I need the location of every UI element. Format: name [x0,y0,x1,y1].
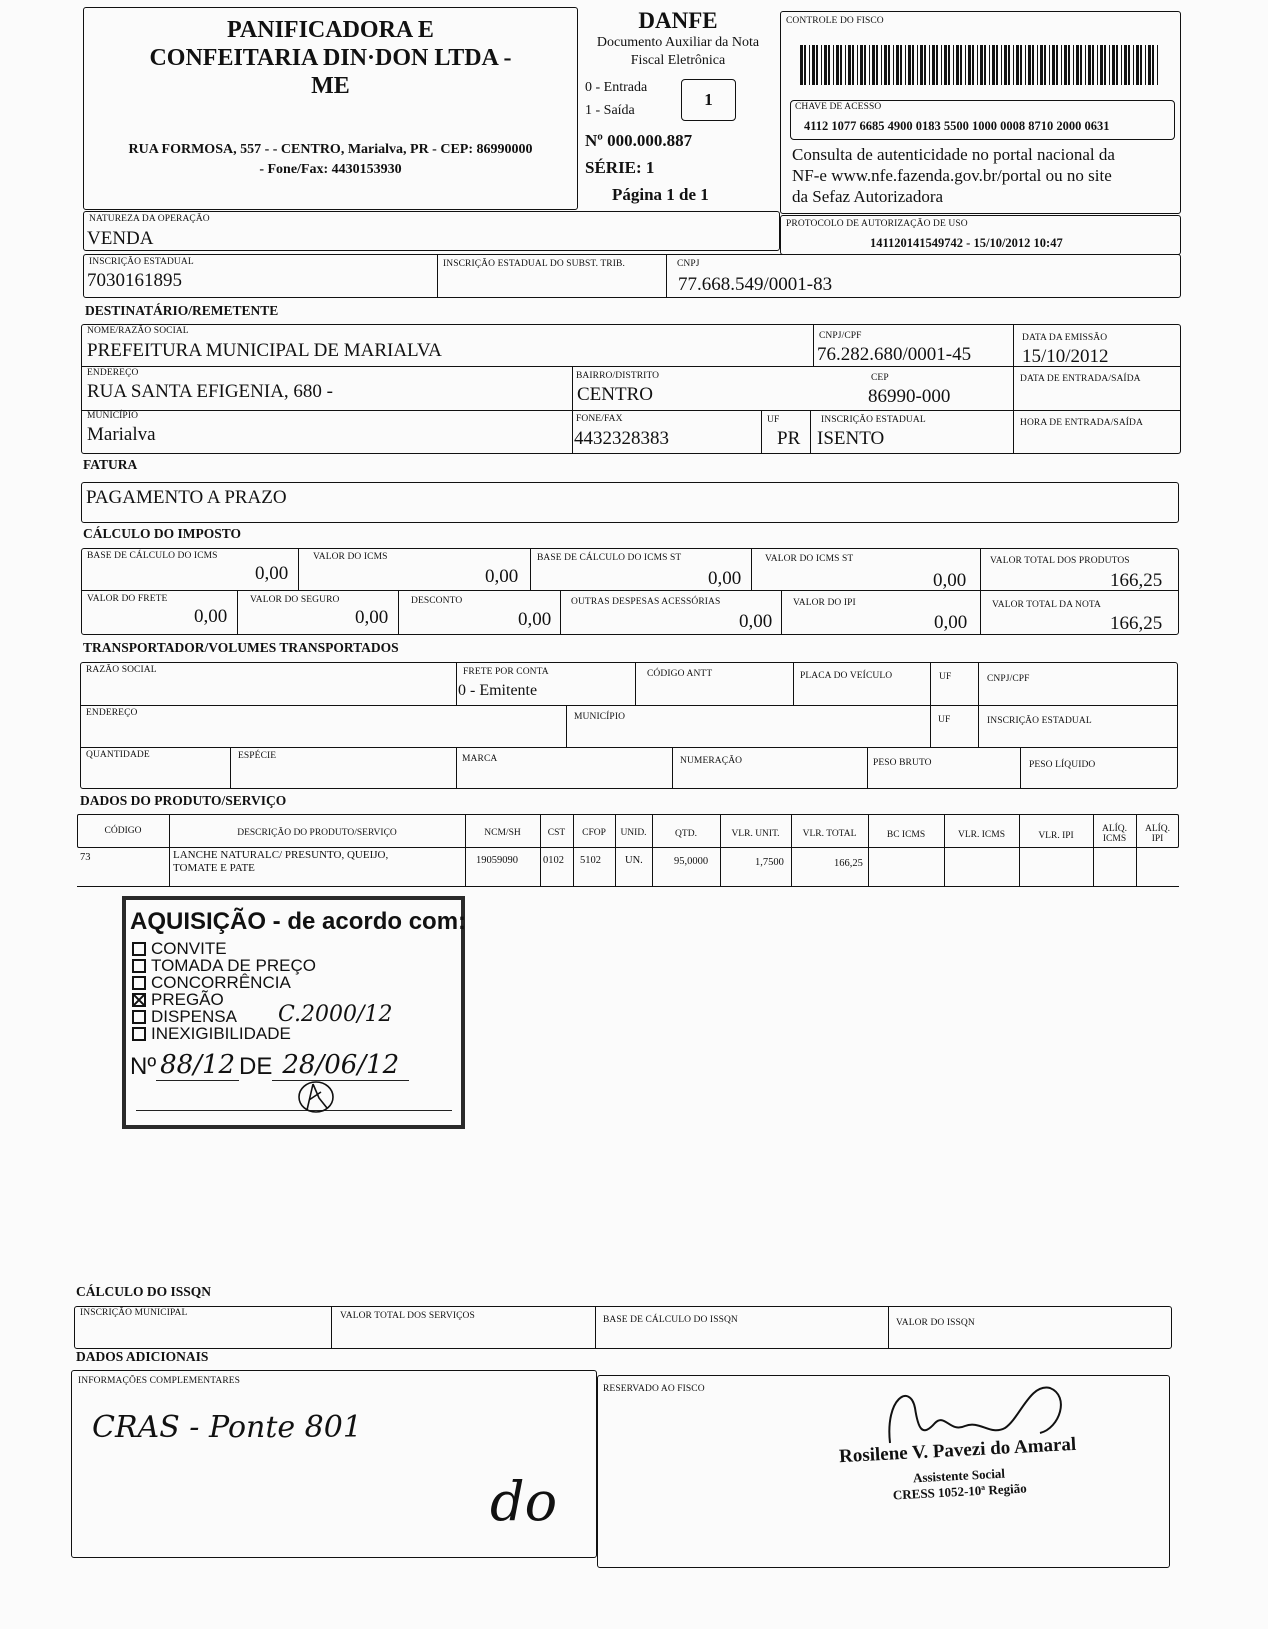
danfe-saida: 1 - Saída [585,103,635,118]
row-descricao [173,849,388,875]
emitente-name-line3: ME [311,73,350,99]
divider [888,1306,889,1349]
transporte-section-title: TRANSPORTADOR/VOLUMES TRANSPORTADOS [83,640,399,655]
protocolo-label: PROTOCOLO DE AUTORIZAÇÃO DE USO [786,219,968,229]
divider [456,662,457,705]
col-header-aliq-ipi-line2: IPI [1151,834,1164,844]
checkbox-icon [132,959,146,973]
issqn-box [74,1306,1172,1349]
col-header-codigo: CÓDIGO [104,826,142,836]
divider [540,814,541,886]
transp-razao-label: RAZÃO SOCIAL [86,665,157,675]
seguro-value: 0,00 [355,607,389,628]
consulta-line3: da Sefaz Autorizadora [792,187,944,206]
danfe-subtitle-line2: Fiscal Eletrônica [630,53,726,68]
divider [437,254,438,298]
outras-value: 0,00 [739,611,773,632]
aquisicao-option [132,957,316,974]
dest-fone-value: 4432328383 [574,428,669,449]
icms-st-value: 0,00 [933,570,967,591]
divider [1020,747,1021,789]
danfe-pagina: Página 1 de 1 [612,185,709,204]
divider [237,590,238,635]
chave-acesso: 4112 1077 6685 4900 0183 5500 1000 0008 8710 2000 0631 [804,119,1110,133]
emitente-address-line1: RUA FORMOSA, 557 - - CENTRO, Marialva, PR - CEP: 86990000 [128,142,533,157]
barcode [800,45,1160,85]
controle-fisco-label: CONTROLE DO FISCO [786,16,884,26]
divider [566,705,567,747]
col-header-unid: UNID. [620,828,647,838]
total-produtos-label: VALOR TOTAL DOS PRODUTOS [990,556,1130,566]
col-header-aliq-ipi-line1: ALÍQ. [1144,824,1171,834]
aquisicao-option-label: INEXIGIBILIDADE [151,1024,291,1043]
danfe-entrada: 0 - Entrada [585,80,648,95]
dest-cep-label: CEP [871,373,889,383]
assistente-social-stamp [839,1434,1079,1506]
divider [810,410,811,454]
desconto-label: DESCONTO [411,596,463,606]
transp-peso-liquido-label: PESO LÍQUIDO [1029,760,1096,770]
dest-emissao-value: 15/10/2012 [1022,346,1109,367]
emitente-name-line1: PANIFICADORA E [227,17,434,43]
danfe-numero: Nº 000.000.887 [585,131,693,150]
aquisicao-option [132,974,316,991]
dest-nome-label: NOME/RAZÃO SOCIAL [87,326,189,336]
transp-frete-label: FRETE POR CONTA [463,667,549,677]
divider [81,366,1013,367]
divider [80,705,1178,706]
divider [572,366,573,454]
divider [761,410,762,454]
col-header-bc-icms: BC ICMS [886,830,926,840]
produtos-section-title: DADOS DO PRODUTO/SERVIÇO [80,793,287,808]
divider [635,662,636,705]
transp-frete-value: 0 - Emitente [458,682,538,699]
danfe-block [578,8,778,70]
divider [331,1306,332,1349]
divider [298,548,299,590]
bc-icms-value: 0,00 [255,563,289,584]
ipi-value: 0,00 [934,612,968,633]
total-produtos-value: 166,25 [1110,570,1163,591]
col-header-aliq-ipi [1136,824,1179,844]
transp-antt-label: CÓDIGO ANTT [647,669,713,679]
col-header-vlr-ipi: VLR. IPI [1038,831,1074,841]
col-header-vlr-total: VLR. TOTAL [802,829,857,839]
bc-icms-label: BASE DE CÁLCULO DO ICMS [87,551,218,561]
transp-peso-bruto-label: PESO BRUTO [873,758,932,768]
divider [230,747,231,789]
consulta-autenticidade [792,144,1115,207]
transp-cnpj-label: CNPJ/CPF [987,674,1030,684]
divider [1013,324,1014,454]
dest-cnpj-label: CNPJ/CPF [819,331,862,341]
desconto-value: 0,00 [518,609,552,630]
col-header-vlr-icms: VLR. ICMS [958,830,1005,840]
transp-municipio-label: MUNICÍPIO [574,712,626,722]
dest-municipio-value: Marialva [87,424,156,445]
transp-endereco-label: ENDEREÇO [86,708,138,718]
transp-uf-label: UF [939,672,952,682]
dest-uf-value: PR [777,428,801,449]
aquisicao-option-label: PREGÃO [151,990,224,1009]
divider [81,590,1179,591]
aquisicao-option [132,940,316,957]
col-header-qtd: QTD. [675,829,697,839]
consulta-line1: Consulta de autenticidade no portal nacional da [792,145,1115,164]
dest-hora-label: HORA DE ENTRADA/SAÍDA [1020,418,1143,428]
transp-numeracao-label: NUMERAÇÃO [680,756,743,766]
row-vlr-total: 166,25 [834,858,863,869]
divider [560,590,561,635]
transp-marca-label: MARCA [462,754,498,764]
destinatario-section-title: DESTINATÁRIO/REMETENTE [85,303,279,318]
col-header-vlr-unit: VLR. UNIT. [731,829,780,839]
dest-cnpj-value: 76.282.680/0001-45 [817,344,972,365]
dest-endereco-value: RUA SANTA EFIGENIA, 680 - [87,381,334,402]
total-nota-label: VALOR TOTAL DA NOTA [992,600,1102,610]
transp-especie-label: ESPÉCIE [238,751,277,761]
divider [751,548,752,590]
divider [615,814,616,886]
icms-value: 0,00 [485,566,519,587]
danfe-tipo: 1 [704,90,713,109]
row-unid: UN. [625,855,643,866]
row-cfop: 5102 [580,855,601,866]
issqn-total-serv-label: VALOR TOTAL DOS SERVIÇOS [340,1311,475,1321]
transp-uf2-label: UF [938,715,951,725]
issqn-section-title: CÁLCULO DO ISSQN [76,1284,212,1299]
checkbox-icon [132,1027,146,1041]
natureza-value: VENDA [87,228,154,249]
cnpj-label: CNPJ [677,259,700,269]
info-complementares-label: INFORMAÇÕES COMPLEMENTARES [78,1376,241,1386]
cnpj-value: 77.668.549/0001-83 [678,274,833,295]
row-cst: 0102 [543,855,564,866]
stamp-role: Assistente Social [912,1465,1006,1486]
dest-bairro-value: CENTRO [577,384,653,405]
danfe-serie: SÉRIE: 1 [585,158,655,177]
dest-bairro-label: BAIRRO/DISTRITO [576,371,660,381]
divider [980,548,981,635]
de-label: DE [239,1053,273,1080]
row-ncm: 19059090 [476,855,518,866]
row-qtd: 95,0000 [674,856,709,867]
handwritten-cras-note: CRAS - Ponte 801 [92,1410,362,1445]
col-header-cfop: CFOP [582,828,606,838]
issqn-valor-label: VALOR DO ISSQN [896,1318,975,1328]
divider [77,886,1179,887]
divider [595,1306,596,1349]
adicionais-section-title: DADOS ADICIONAIS [76,1349,209,1364]
frete-value: 0,00 [194,606,228,627]
divider [81,410,1013,411]
danfe-subtitle-line1: Documento Auxiliar da Nota [596,35,760,50]
aquisicao-stamp-title: AQUISIÇÃO - de acordo com: [130,908,467,935]
bc-st-value: 0,00 [708,568,742,589]
divider [1013,410,1181,411]
divider [781,590,782,635]
protocolo-value: 141120141549742 - 15/10/2012 10:47 [870,236,1063,250]
seguro-label: VALOR DO SEGURO [250,595,340,605]
bc-st-label: BASE DE CÁLCULO DO ICMS ST [537,553,682,563]
danfe-subtitle [578,34,778,70]
divider [868,814,869,886]
stamp-name: Rosilene V. Pavezi do Amaral [838,1433,1077,1468]
dest-nome-value: PREFEITURA MUNICIPAL DE MARIALVA [87,340,442,361]
row-descricao-line2: TOMATE E PATE [173,862,255,874]
divider [867,747,868,789]
dest-cep-value: 86990-000 [868,386,951,407]
divider [169,814,170,886]
icms-st-label: VALOR DO ICMS ST [765,554,854,564]
dest-municipio-label: MUNICÍPIO [87,411,139,421]
checkbox-icon [132,1010,146,1024]
consulta-line2: NF-e www.nfe.fazenda.gov.br/portal ou no site [792,166,1112,185]
col-header-aliq-icms [1093,824,1136,844]
dispensa-note: C.2000/12 [278,1002,393,1027]
fatura-section-title: FATURA [83,457,138,472]
chave-acesso-label: CHAVE DE ACESSO [795,102,882,112]
divider [720,814,721,886]
total-nota-value: 166,25 [1110,613,1163,634]
signature-mark [291,1078,341,1116]
natureza-label: NATUREZA DA OPERAÇÃO [89,214,210,224]
emitente-address-line2: - Fone/Fax: 4430153930 [259,162,402,177]
divider [666,254,667,298]
aquisicao-option-label: CONCORRÊNCIA [151,973,291,992]
col-header-ncm: NCM/SH [484,828,521,838]
issqn-im-label: INSCRIÇÃO MUNICIPAL [80,1308,188,1318]
dest-fone-label: FONE/FAX [576,414,623,424]
divider [456,747,457,789]
divider [793,662,794,705]
aquisicao-option-label: CONVITE [151,939,227,958]
divider [398,590,399,635]
ie-label: INSCRIÇÃO ESTADUAL [89,257,194,267]
transp-quantidade-label: QUANTIDADE [86,750,150,760]
row-codigo: 73 [80,852,91,863]
danfe-title: DANFE [638,8,718,33]
checkbox-icon [132,942,146,956]
ie-value: 7030161895 [87,270,182,291]
divider [573,814,574,886]
checkbox-icon [132,976,146,990]
emitente-address [83,140,578,180]
col-header-cst: CST [547,828,566,838]
divider [465,814,466,886]
divider [672,747,673,789]
divider [930,662,931,747]
divider [652,814,653,886]
dest-endereco-label: ENDEREÇO [87,368,139,378]
imposto-section-title: CÁLCULO DO IMPOSTO [83,526,242,541]
divider [530,548,531,590]
reservado-fisco-label: RESERVADO AO FISCO [603,1384,705,1394]
col-header-descricao: DESCRIÇÃO DO PRODUTO/SERVIÇO [237,828,397,838]
emitente-name-line2: CONFEITARIA DIN·DON LTDA - [149,45,512,71]
transp-placa-label: PLACA DO VEÍCULO [800,671,893,681]
ie-box [83,254,1181,298]
dest-entrada-saida-label: DATA DE ENTRADA/SAÍDA [1020,374,1141,384]
ie-st-label: INSCRIÇÃO ESTADUAL DO SUBST. TRIB. [443,259,625,269]
data-value: 28/06/12 [272,1050,409,1081]
row-descricao-line1: LANCHE NATURALC/ PRESUNTO, QUEIJO, [173,849,389,861]
aquisicao-option [132,1025,316,1042]
numero-prefix: Nº [130,1053,157,1080]
handwritten-rubric: do [490,1470,558,1533]
transp-ie-label: INSCRIÇÃO ESTADUAL [987,716,1092,726]
divider [80,747,1178,748]
ipi-label: VALOR DO IPI [793,598,856,608]
dest-emissao-label: DATA DA EMISSÃO [1022,333,1108,343]
dest-ie-label: INSCRIÇÃO ESTADUAL [821,415,926,425]
col-header-aliq-icms-line1: ALÍQ. [1101,824,1128,834]
aquisicao-option-label: DISPENSA [151,1007,237,1026]
divider [944,814,945,886]
aquisicao-option-label: TOMADA DE PREÇO [151,956,316,975]
fatura-value: PAGAMENTO A PRAZO [86,487,287,508]
checked-box-icon [132,993,146,1007]
outras-label: OUTRAS DESPESAS ACESSÓRIAS [571,597,721,607]
frete-label: VALOR DO FRETE [87,594,168,604]
dest-uf-label: UF [767,415,780,425]
aquisicao-numero-line [130,1050,409,1081]
aquisicao-stamp [122,896,465,1129]
divider [1019,814,1020,886]
divider [813,324,814,366]
stamp-registro: CRESS 1052-10ª Região [892,1480,1028,1503]
emitente-name [83,16,578,100]
row-vlr-unit: 1,7500 [755,857,784,868]
divider [978,662,979,747]
divider [791,814,792,886]
numero-value: 88/12 [156,1050,239,1081]
dest-ie-value: ISENTO [817,428,885,449]
issqn-bc-label: BASE DE CÁLCULO DO ISSQN [603,1315,738,1325]
col-header-aliq-icms-line2: ICMS [1102,834,1127,844]
icms-label: VALOR DO ICMS [313,552,388,562]
